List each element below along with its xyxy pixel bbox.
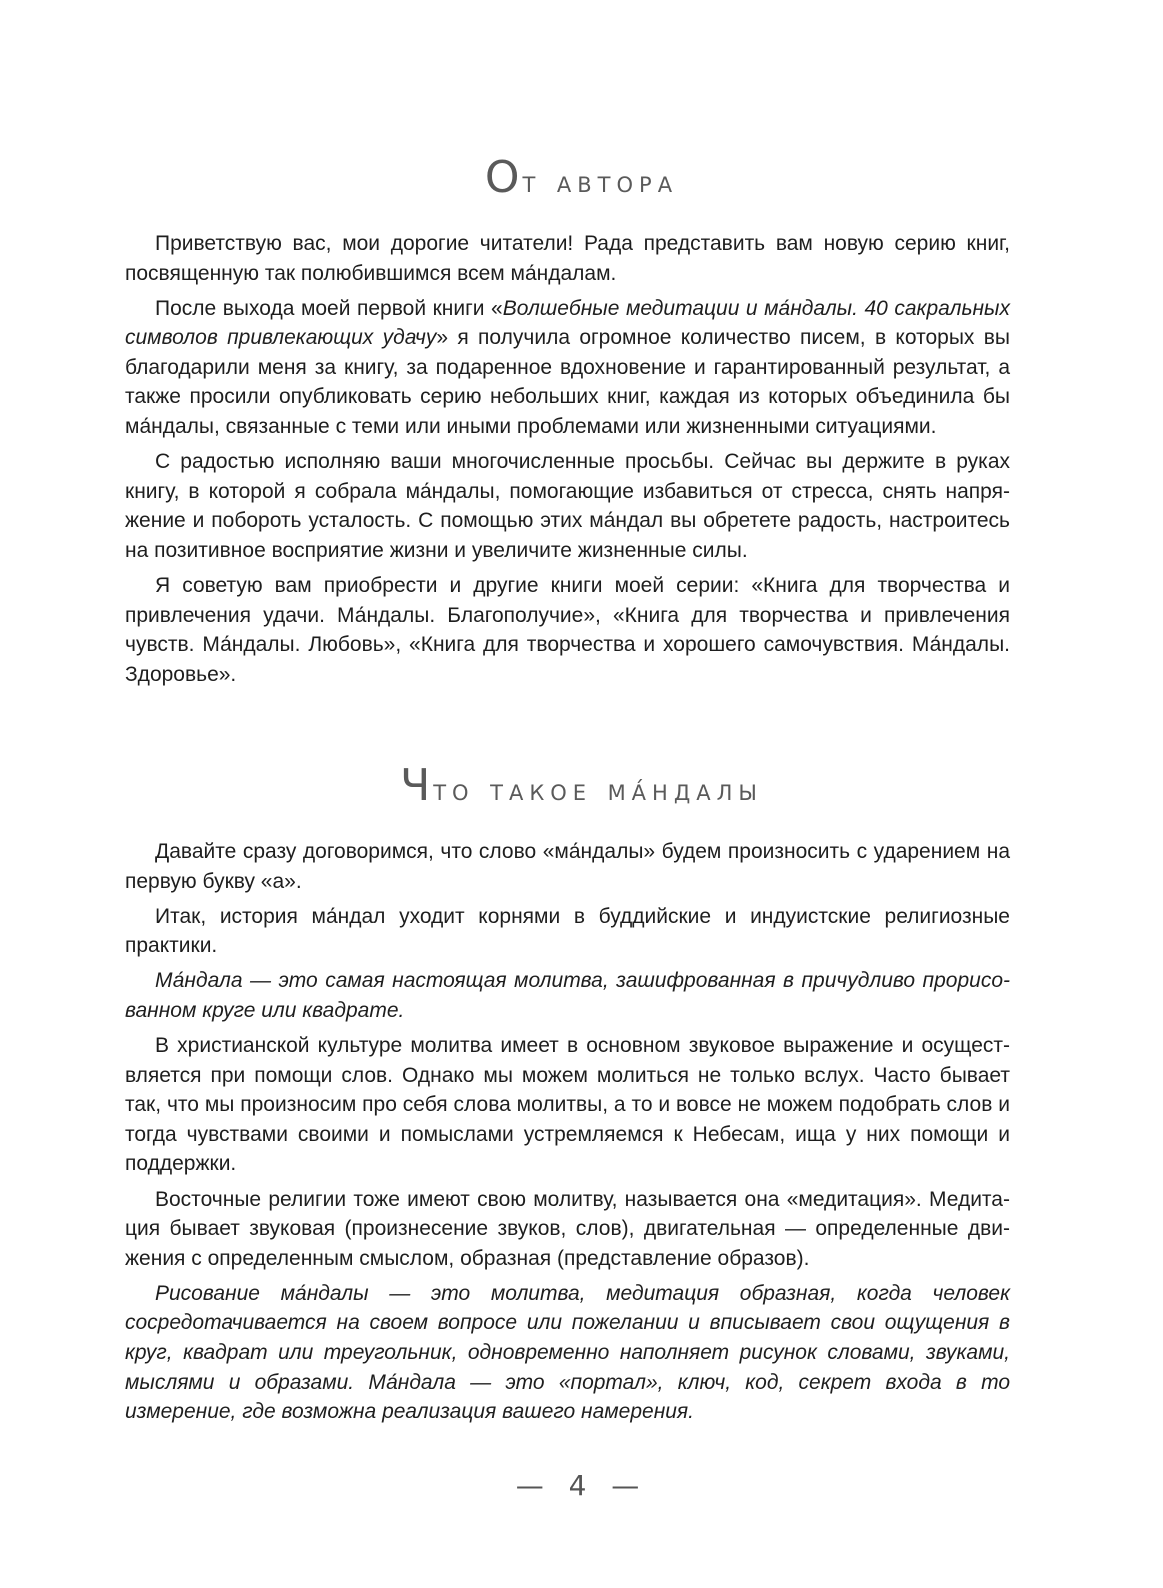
paragraph-italic: Ма́ндала — это самая настоящая молитва, зашифрованная в причудливо прорисованном круге или квадрате. (125, 969, 1010, 1022)
book-title-italic: Волшебные медитации и ма́ндалы. 40 сакральных символов привлекающих удачу (125, 296, 1010, 350)
section-title-what-are-mandalas (0, 760, 1163, 811)
paragraph: Я советую вам приобрести и другие книги моей серии: «Книга для творчества и привлечения удачи. Ма́ндалы. Благополучие», «Книга для творчества и привлечения чувств. Ма́ндалы. Любовь», «Книга для творчества и хорошего самочувствия. Ма́ндалы. Здоровье». (125, 574, 1010, 686)
paragraph-italic: Рисование ма́ндалы — это молитва, медитация образная, когда человек сосредотачивается на своем вопросе или пожелании и вписывает свои ощущения в круг, квадрат или треугольник, одновременно наполняет рисунок словами, звуками, мыслями и образами. Ма́ндала — это «портал», ключ, код, секрет входа в то измерение, где возможна реализация вашего намерения. (125, 1281, 1010, 1424)
title-initial: О (484, 152, 523, 203)
paragraph: Приветствую вас, мои дорогие читатели! Рада представить вам новую серию книг, посвященную так полюбившимся всем ма́ндалам. (125, 232, 1010, 285)
paragraph-text: » я получила огромное количество писем, в которых вы благодарили меня за книгу, за подаренное вдохновение и гарантированный результат, а также просили опубликовать серию небольших книг, каждая из которых объединила бы ма́ндалы, связанные с теми или иными проблемами или жизненными ситуациями. (125, 326, 1010, 439)
title-rest: то такое ма́ндалы (433, 773, 763, 808)
section-title-from-author (0, 152, 1163, 203)
title-rest: т автора (522, 165, 679, 200)
paragraph: В христианской культуре молитва имеет в основном звуковое выражение и осуществляется при помощи слов. Однако мы можем молиться не только вслух. Часто бывает так, что мы произносим про себя слова молитвы, а то и вовсе не можем подобрать слов и тогда чувствами своими и помыслами устремляемся к Небесам, ища у них помощи и поддержки. (125, 1034, 1010, 1176)
page-number: — 4 — (515, 1469, 648, 1502)
paragraph: Давайте сразу договоримся, что слово «ма́ндалы» будем произносить с ударением на первую букву «а». (125, 840, 1010, 893)
paragraph (125, 294, 1010, 442)
section-body-from-author (125, 229, 1010, 695)
paragraph: С радостью исполняю ваши многочисленные просьбы. Сейчас вы держите в руках книгу, в которой я собрала ма́ндалы, помогающие избавиться от стресса, снять напряжение и побороть усталость. С помощью этих ма́ндал вы обретете радость, настроитесь на позитивное восприятие жизни и увеличите жизненные силы. (125, 450, 1010, 562)
section-body-what-are-mandalas (125, 837, 1010, 1432)
paragraph: Восточные религии тоже имеют свою молитву, называется она «медитация». Медитация бывает звуковая (произнесение звуков, слов), двигательная — определенные движения с определенным смыслом, образная (представление образов). (125, 1187, 1010, 1270)
paragraph: Итак, история ма́ндал уходит корнями в буддийские и индуистские религиозные практики. (125, 904, 1010, 958)
title-initial: Ч (400, 760, 434, 811)
paragraph-text: После выхода моей первой книги « (155, 296, 503, 320)
